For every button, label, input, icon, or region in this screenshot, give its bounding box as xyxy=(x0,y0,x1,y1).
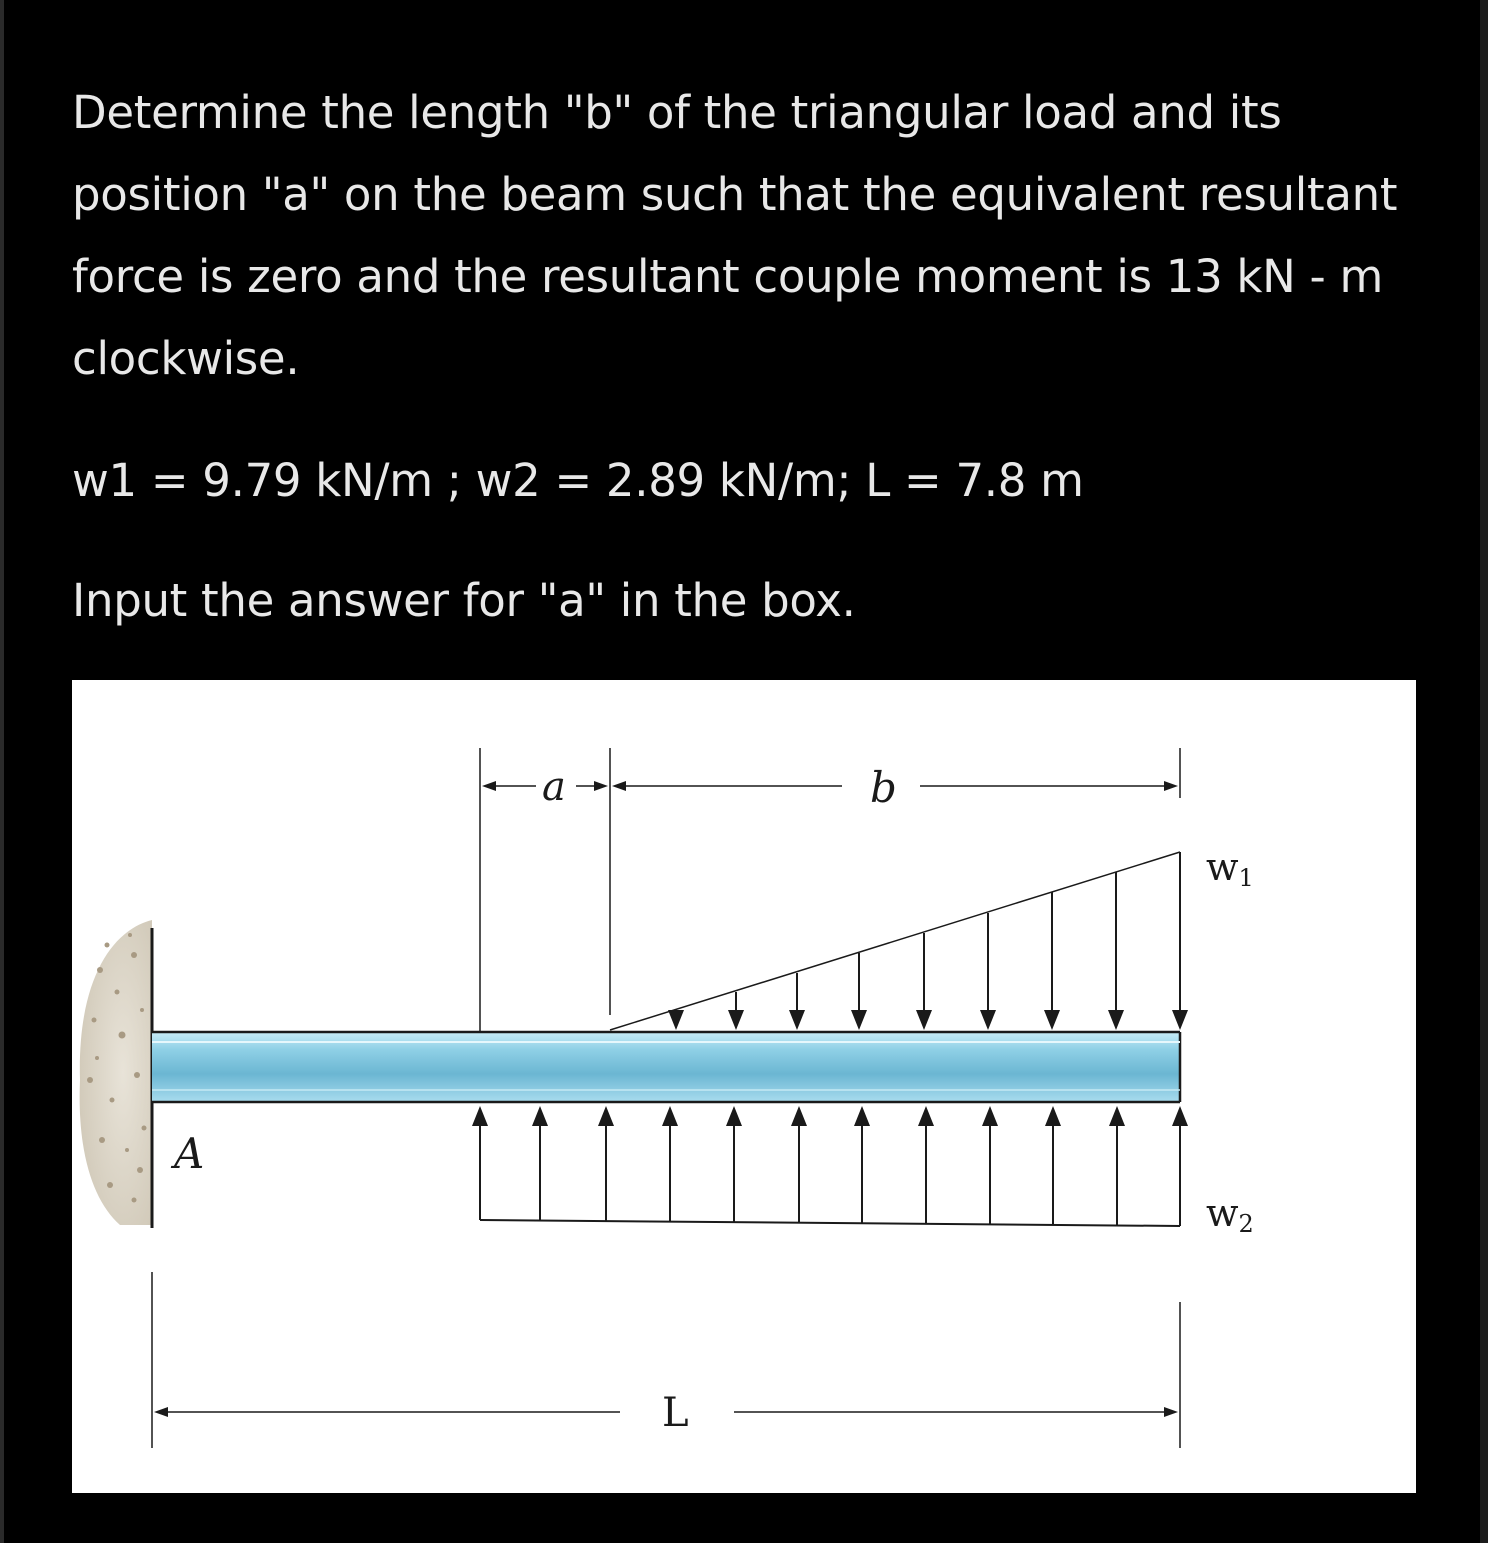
triangular-load-arrows xyxy=(668,872,1124,1030)
load-label-w2-subscript: 2 xyxy=(1238,1210,1254,1238)
beam xyxy=(152,1032,1180,1102)
dimension-label-l: L xyxy=(662,1390,689,1436)
fixed-wall-support xyxy=(80,920,152,1228)
dimension-label-b: b xyxy=(870,763,897,812)
given-values: w1 = 9.79 kN/m ; w2 = 2.89 kN/m; L = 7.8 m xyxy=(72,454,1084,507)
triangular-load xyxy=(610,852,1188,1030)
right-frame-edge xyxy=(1480,0,1488,1543)
load-label-w1-base: w xyxy=(1206,845,1239,889)
beam-figure xyxy=(72,680,1416,1493)
dimension-a-b xyxy=(480,748,1180,1032)
answer-instruction: Input the answer for "a" in the box. xyxy=(72,574,856,627)
uniform-upward-load xyxy=(472,1106,1188,1226)
dimension-label-a: a xyxy=(542,764,566,810)
load-label-w2-base: w xyxy=(1206,1191,1239,1235)
left-frame-edge xyxy=(0,0,4,1543)
support-label-a: A xyxy=(174,1129,205,1178)
load-label-w1 xyxy=(1206,845,1254,892)
load-label-w2 xyxy=(1206,1191,1254,1238)
uniform-load-arrows xyxy=(472,1106,1188,1226)
beam-diagram-svg xyxy=(72,680,1416,1493)
load-label-w1-subscript: 1 xyxy=(1238,864,1254,892)
problem-question: Determine the length "b" of the triangular load and its position "a" on the beam such that the equivalent resultant force is zero and the resultant couple moment is 13 kN - m clockwise. xyxy=(72,86,1398,385)
